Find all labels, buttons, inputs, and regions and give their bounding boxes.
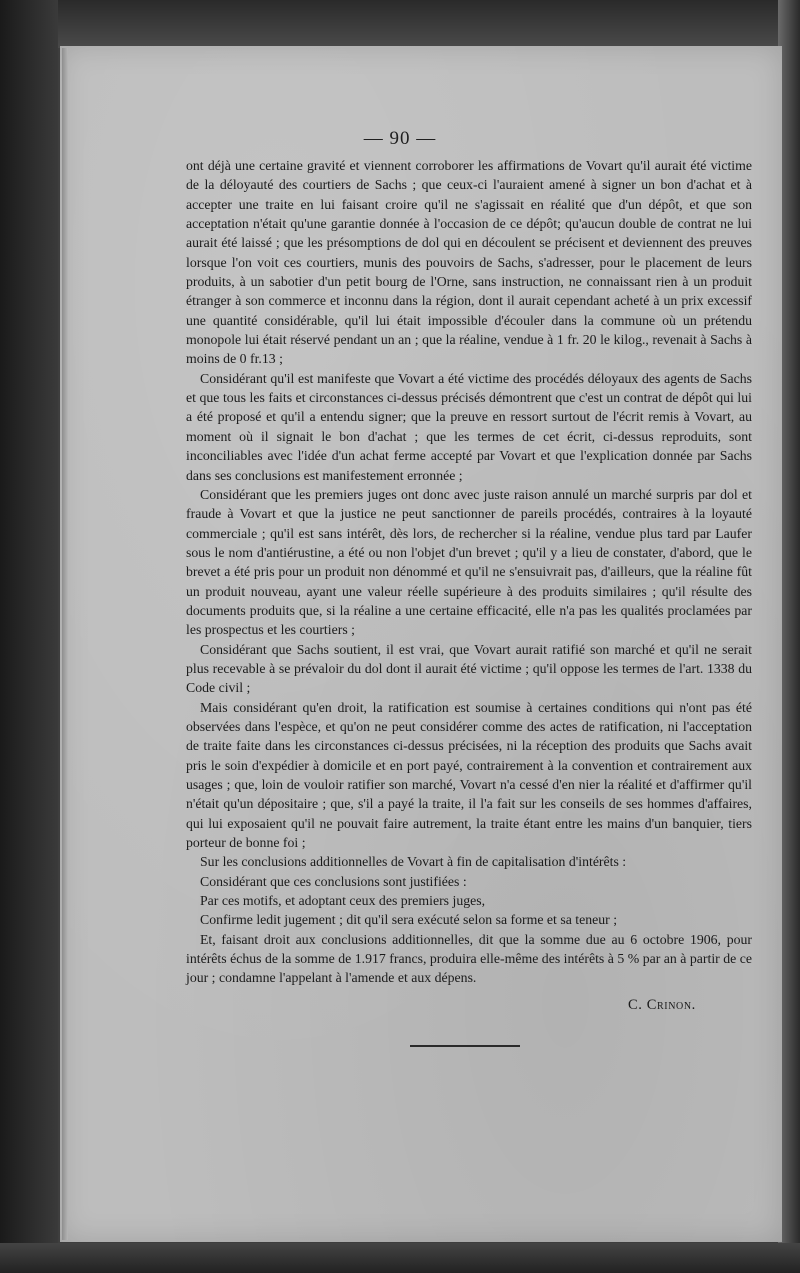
- document-body: [186, 156, 752, 988]
- paragraph: Et, faisant droit aux conclusions additionnelles, dit que la somme due au 6 octobre 1906, pour intérêts échus de la somme de 1.917 francs, produira elle-même des intérêts à 5 % par an à partir de ce jour ; condamne l'appelant à l'amende et aux dépens.: [186, 931, 752, 986]
- paragraph: Considérant que ces conclusions sont justifiées :: [200, 873, 467, 889]
- closing-rule: [410, 1045, 520, 1047]
- signature: [628, 997, 696, 1014]
- paragraph: Considérant que les premiers juges ont donc avec juste raison annulé un marché surpris par dol et fraude à Vovart et que la justice ne peut sanctionner de pareils procédés, contraires à la loyauté commerciale ; qu'il est sans intérêt, dès lors, de rechercher si la réaline, vendue plus tard par Laufer sous le nom d'antiérustine, a été ou non l'objet d'un brevet ; qu'il y a lieu de constater, d'abord, que le brevet a été pris pour un produit non dénommé et qu'il ne s'ensuivrait pas, d'ailleurs, que la réaline fût un produit nouveau, ayant une valeur réelle supérieure à des produits similaires ; qu'il résulte des documents produits que, si la réaline a une certaine efficacité, elle n'a pas les qualités proclamées par les prospectus et les courtiers ;: [186, 486, 752, 638]
- page-number: — 90 —: [363, 128, 437, 149]
- paragraph: Par ces motifs, et adoptant ceux des premiers juges,: [200, 893, 486, 909]
- signature-initial: C.: [628, 997, 643, 1013]
- signature-name: Crinon.: [646, 997, 696, 1013]
- paragraph: Considérant que Sachs soutient, il est vrai, que Vovart aurait ratifié son marché et qu'il ne serait plus recevable à se prévaloir du dol dont il aurait été victime ; qu'il oppose les termes de l'art. 1338 du Code civil ;: [186, 641, 752, 696]
- page-edge: [62, 48, 68, 1240]
- scan-border-bottom: [0, 1243, 800, 1273]
- paragraph: Sur les conclusions additionnelles de Vovart à fin de capitalisation d'intérêts :: [200, 854, 627, 870]
- paragraph: ont déjà une certaine gravité et viennent corroborer les affirmations de Vovart qu'il aurait été victime de la déloyauté des courtiers de Sachs ; que ceux-ci l'auraient amené à signer un bon d'achat et à accepter une traite en lui faisant croire qu'il ne s'agissait en réalité que d'un dépôt, et que son acceptation n'était qu'une garantie donnée à l'occasion de ce dépôt; qu'aucun double de contrat ne lui aurait été laissé ; que les présomptions de dol qui en découlent se précisent et deviennent des preuves lorsque l'on voit ces courtiers, munis des pouvoirs de Sachs, s'adresser, pour le placement de leurs produits, à un sabotier d'un petit bourg de l'Orne, sans instruction, ne connaissant rien à un produit étranger à son commerce et inconnu dans la région, dont il aurait cependant acheté à un prix excessif une quantité considérable, qu'il lui était impossible d'écouler dans la commune où un prétendu monopole lui était réservé pendant un an ; que la réaline, vendue à 1 fr. 20 le kilog., revenait à Sachs à moins de 0 fr.13 ;: [186, 158, 752, 367]
- scan-border-top: [0, 0, 800, 48]
- paragraph: Mais considérant qu'en droit, la ratification est soumise à certaines conditions qui n'ont pas été observées dans l'espèce, et qu'on ne peut considérer comme des actes de ratification, ni l'acceptation de traite faite dans les circonstances ci-dessus précisées, ni la réception des produits que Sachs avait pris le soin d'expédier à domicile et en port payé, contrairement à la convention et contrairement aux usages ; que, loin de vouloir ratifier son marché, Vovart n'a cessé d'en nier la réalité et d'affirmer qu'il n'était qu'un dépositaire ; que, s'il a payé la traite, il l'a fait sur les conseils de ses hommes d'affaires, qui lui exposaient qu'il ne pouvait faire autrement, la traite étant entre les mains d'un banquier, tiers porteur de bonne foi ;: [186, 699, 752, 851]
- scan-border-left: [0, 0, 58, 1273]
- paragraph: Considérant qu'il est manifeste que Vovart a été victime des procédés déloyaux des agents de Sachs et que tous les faits et circonstances ci-dessus précisés démontrent que c'est un contrat de dépôt qui lui a été proposé et qu'il a entendu signer; que la preuve en ressort surtout de l'écrit remis à Vovart, au moment où il signait le bon d'achat ; que les termes de cet écrit, ci-dessus reproduits, sont inconciliables avec l'idée d'un achat ferme accepté par Vovart et que l'explication donnée par Sachs dans ses conclusions est manifestement erronnée ;: [186, 370, 752, 483]
- paragraph: Confirme ledit jugement ; dit qu'il sera exécuté selon sa forme et sa teneur ;: [200, 912, 618, 928]
